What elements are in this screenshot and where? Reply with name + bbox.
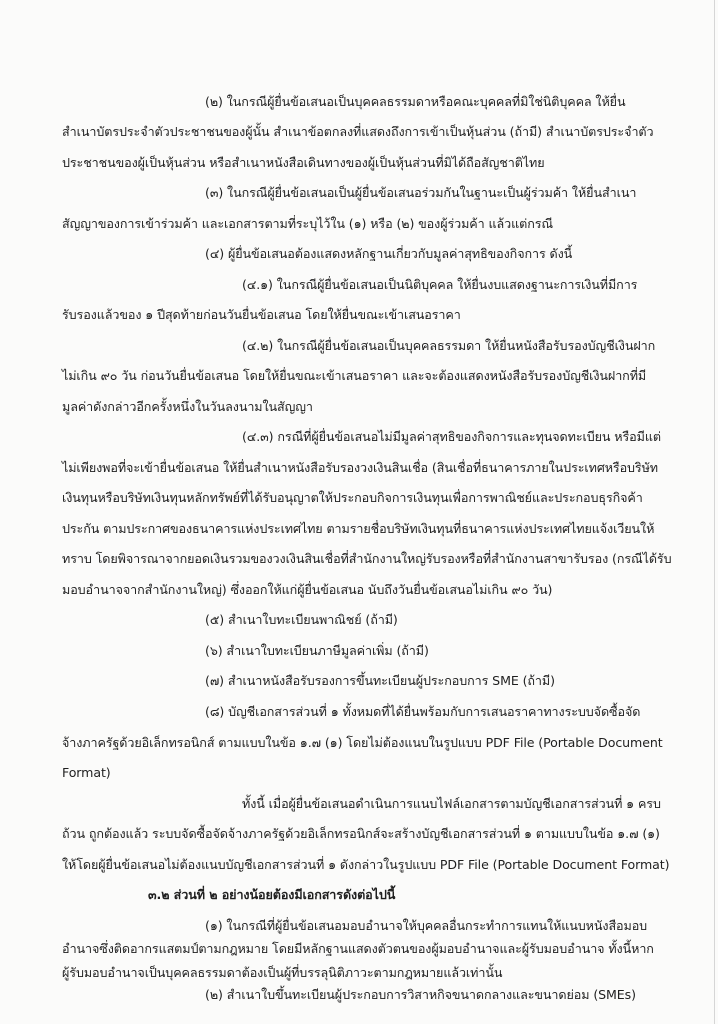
item-7-line: (๗) สำเนาหนังสือรับรองการขึ้นทะเบียนผู้ประกอบการ SME (ถ้ามี): [205, 673, 555, 688]
item-4-3-line-5: ทราบ โดยพิจารณาจากยอดเงินรวมของวงเงินสินเชื่อที่สำนักงานใหญ่รับรองหรือที่สำนักงานสาขารับรอง (กรณีได้รับ: [62, 551, 672, 566]
item-4-3-line-1: (๔.๓) กรณีที่ผู้ยื่นข้อเสนอไม่มีมูลค่าสุทธิของกิจการและทุนจดทะเบียน หรือมีแต่: [242, 429, 661, 444]
sec2-item-1-line-1: (๑) ในกรณีที่ผู้ยื่นข้อเสนอมอบอำนาจให้บุคคลอื่นกระทำการแทนให้แนบหนังสือมอบ: [205, 918, 648, 933]
item-4-2-line-2: ไม่เกิน ๙๐ วัน ก่อนวันยื่นข้อเสนอ โดยให้ยื่นขณะเข้าเสนอราคา และจะต้องแสดงหนังสือรับรองบัญชีเงินฝากที่มี: [62, 368, 647, 383]
item-4-1-line-1: (๔.๑) ในกรณีผู้ยื่นข้อเสนอเป็นนิติบุคคล ให้ยื่นงบแสดงฐานะการเงินที่มีการ: [242, 277, 638, 292]
item-8-line-1: (๘) บัญชีเอกสารส่วนที่ ๑ ทั้งหมดที่ได้ยื่นพร้อมกับการเสนอราคาทางระบบจัดซื้อจัด: [205, 704, 641, 719]
sec2-item-1-line-2: อำนาจซึ่งติดอากรแสตมป์ตามกฎหมาย โดยมีหลักฐานแสดงตัวตนของผู้มอบอำนาจและผู้รับมอบอำนาจ ทั้งนี้หาก: [62, 941, 654, 956]
item-4-line-1: (๔) ผู้ยื่นข้อเสนอต้องแสดงหลักฐานเกี่ยวกับมูลค่าสุทธิของกิจการ ดังนี้: [205, 246, 573, 261]
item-4-1-line-2: รับรองแล้วของ ๑ ปีสุดท้ายก่อนวันยื่นข้อเสนอ โดยให้ยื่นขณะเข้าเสนอราคา: [62, 307, 461, 322]
item-8-line-2: จ้างภาครัฐด้วยอิเล็กทรอนิกส์ ตามแบบในข้อ ๑.๗ (๑) โดยไม่ต้องแนบในรูปแบบ PDF File (Portable Document: [62, 735, 663, 750]
item-5-line: (๕) สำเนาใบทะเบียนพาณิชย์ (ถ้ามี): [205, 612, 398, 627]
sec2-item-1-line-3: ผู้รับมอบอำนาจเป็นบุคคลธรรมดาต้องเป็นผู้ที่บรรลุนิติภาวะตามกฎหมายแล้วเท่านั้น: [62, 965, 503, 980]
item-4-2-line-3: มูลค่าดังกล่าวอีกครั้งหนึ่งในวันลงนามในสัญญา: [62, 399, 313, 414]
section-3-2-heading: ๓.๒ ส่วนที่ ๒ อย่างน้อยต้องมีเอกสารดังต่อไปนี้: [148, 887, 396, 902]
item-2-line-3: ประชาชนของผู้เป็นหุ้นส่วน หรือสำเนาหนังสือเดินทางของผู้เป็นหุ้นส่วนที่มิได้ถือสัญชาติไทย: [62, 155, 545, 170]
sec2-item-2-line-1: (๒) สำเนาใบขึ้นทะเบียนผู้ประกอบการวิสาหกิจขนาดกลางและขนาดย่อม (SMEs): [205, 987, 636, 1002]
item-3-line-1: (๓) ในกรณีผู้ยื่นข้อเสนอเป็นผู้ยื่นข้อเสนอร่วมกันในฐานะเป็นผู้ร่วมค้า ให้ยื่นสำเนา: [205, 185, 637, 200]
note-line-1: ทั้งนี้ เมื่อผู้ยื่นข้อเสนอดำเนินการแนบไฟล์เอกสารตามบัญชีเอกสารส่วนที่ ๑ ครบ: [242, 796, 661, 811]
item-2-line-1: (๒) ในกรณีผู้ยื่นข้อเสนอเป็นบุคคลธรรมดาหรือคณะบุคคลที่มิใช่นิติบุคคล ให้ยื่น: [205, 94, 626, 109]
item-2-line-2: สำเนาบัตรประจำตัวประชาชนของผู้นั้น สำเนาข้อตกลงที่แสดงถึงการเข้าเป็นหุ้นส่วน (ถ้ามี) สำเนาบัตรประจำตัว: [62, 124, 654, 139]
page-edge-shadow: [714, 0, 715, 1024]
item-8-line-3: Format): [62, 765, 111, 780]
item-4-3-line-4: ประกัน ตามประกาศของธนาคารแห่งประเทศไทย ตามรายชื่อบริษัทเงินทุนที่ธนาคารแห่งประเทศไทยแจ้งเวียนให้: [62, 521, 655, 536]
item-6-line: (๖) สำเนาใบทะเบียนภาษีมูลค่าเพิ่ม (ถ้ามี): [205, 643, 429, 658]
item-4-3-line-6: มอบอำนาจจากสำนักงานใหญ่) ซึ่งออกให้แก่ผู้ยื่นข้อเสนอ นับถึงวันยื่นข้อเสนอไม่เกิน ๙๐ วัน): [62, 582, 553, 597]
item-4-3-line-2: ไม่เพียงพอที่จะเข้ายื่นข้อเสนอ ให้ยื่นสำเนาหนังสือรับรองวงเงินสินเชื่อ (สินเชื่อที่ธนาคารภายในประเทศหรือบริษัท: [62, 460, 658, 475]
note-line-3: ให้โดยผู้ยื่นข้อเสนอไม่ต้องแนบบัญชีเอกสารส่วนที่ ๑ ดังกล่าวในรูปแบบ PDF File (Portable Document Format): [62, 857, 670, 872]
item-4-3-line-3: เงินทุนหรือบริษัทเงินทุนหลักทรัพย์ที่ได้รับอนุญาตให้ประกอบกิจการเงินทุนเพื่อการพาณิชย์และประกอบธุรกิจค้า: [62, 490, 643, 505]
note-line-2: ถ้วน ถูกต้องแล้ว ระบบจัดซื้อจัดจ้างภาครัฐด้วยอิเล็กทรอนิกส์จะสร้างบัญชีเอกสารส่วนที่ ๑ ตามแบบในข้อ ๑.๗ (๑): [62, 826, 660, 841]
item-4-2-line-1: (๔.๒) ในกรณีผู้ยื่นข้อเสนอเป็นบุคคลธรรมดา ให้ยื่นหนังสือรับรองบัญชีเงินฝาก: [242, 338, 656, 353]
item-3-line-2: สัญญาของการเข้าร่วมค้า และเอกสารตามที่ระบุไว้ใน (๑) หรือ (๒) ของผู้ร่วมค้า แล้วแต่กรณี: [62, 216, 553, 231]
